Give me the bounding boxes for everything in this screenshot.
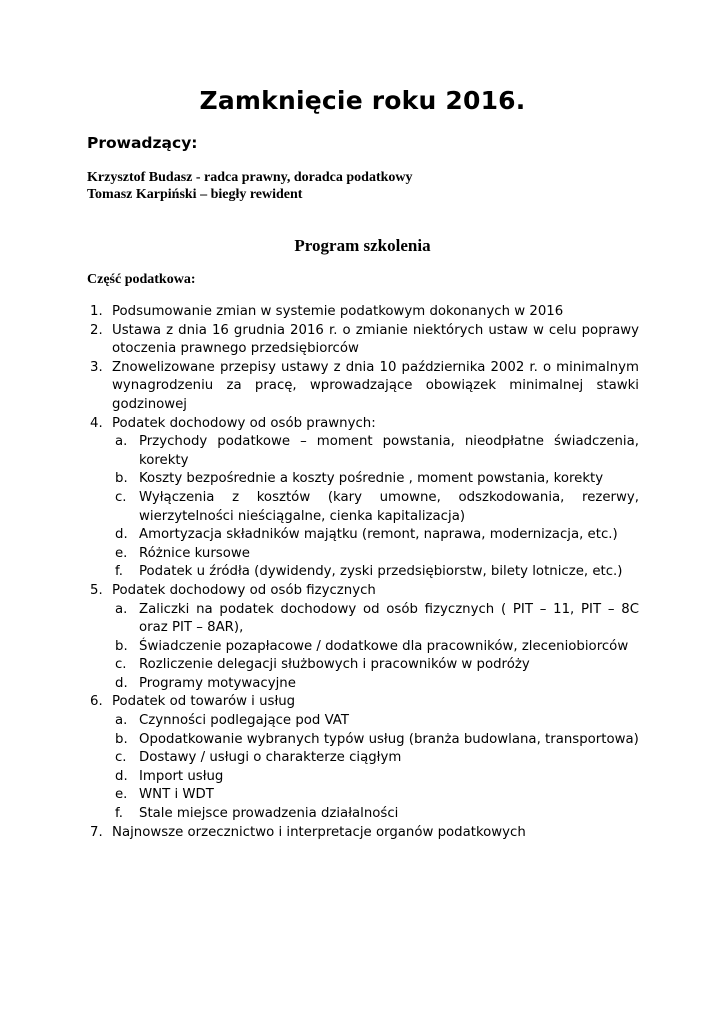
sub-list-item xyxy=(87,768,639,787)
program-list xyxy=(87,303,639,842)
sub-list-item xyxy=(87,638,639,657)
list-number: b. xyxy=(115,471,128,487)
list-number: 6. xyxy=(90,694,103,710)
list-item-text: Znowelizowane przepisy ustawy z dnia 10 października 2002 r. o minimalnym wynagrodzeniu za pracę, wprowadzające obowiązek minimalnej stawki godzinowej xyxy=(112,359,639,412)
list-item-text: Podatek dochodowy od osób fizycznych xyxy=(112,582,376,598)
sub-list-item xyxy=(87,731,639,750)
list-item xyxy=(87,322,639,359)
list-number: 4. xyxy=(90,415,103,431)
list-item-text: Zaliczki na podatek dochodowy od osób fizycznych ( PIT – 11, PIT – 8C oraz PIT – 8AR), xyxy=(139,601,639,636)
list-number: e. xyxy=(115,787,128,803)
sub-list-item xyxy=(87,601,639,638)
list-item-text: Podatek u źródła (dywidendy, zyski przedsiębiorstw, bilety lotnicze, etc.) xyxy=(139,564,623,580)
list-item-text: Import usług xyxy=(139,768,224,784)
list-number: e. xyxy=(115,545,128,561)
list-number: f. xyxy=(115,564,123,580)
section-label: Część podatkowa: xyxy=(87,272,196,287)
list-item-text: Opodatkowanie wybranych typów usług (branża budowlana, transportowa) xyxy=(139,731,639,747)
sub-list-item xyxy=(87,563,639,582)
sub-list-item xyxy=(87,545,639,564)
list-item-text: Ustawa z dnia 16 grudnia 2016 r. o zmianie niektórych ustaw w celu poprawy otoczenia prawnego przedsiębiorców xyxy=(112,322,639,357)
list-number: b. xyxy=(115,731,128,747)
list-item-text: Różnice kursowe xyxy=(139,545,250,561)
list-item xyxy=(87,824,639,843)
sub-list-item xyxy=(87,433,639,470)
list-item-text: Koszty bezpośrednie a koszty pośrednie , moment powstania, korekty xyxy=(139,471,604,487)
list-number: d. xyxy=(115,527,128,543)
presenters-heading: Prowadzący: xyxy=(87,134,198,152)
sub-list-item xyxy=(87,489,639,526)
list-item-text: Świadczenie pozapłacowe / dodatkowe dla pracowników, zleceniobiorców xyxy=(139,638,629,654)
list-item xyxy=(87,693,639,712)
list-item-text: Dostawy / usługi o charakterze ciągłym xyxy=(139,750,402,766)
list-number: 2. xyxy=(90,322,103,338)
list-item-text: Podatek od towarów i usług xyxy=(112,694,296,710)
sub-list-item xyxy=(87,656,639,675)
list-number: 1. xyxy=(90,304,103,319)
sub-list-item xyxy=(87,805,639,824)
list-number: d. xyxy=(115,675,128,691)
list-item xyxy=(87,415,639,434)
list-number: c. xyxy=(115,750,127,766)
list-number: 3. xyxy=(90,359,103,375)
program-title: Program szkolenia xyxy=(294,236,431,255)
list-item-text: Stale miejsce prowadzenia działalności xyxy=(139,806,399,822)
list-item xyxy=(87,359,639,415)
list-number: d. xyxy=(115,768,128,784)
list-item-text: Programy motywacyjne xyxy=(139,675,296,691)
list-number: a. xyxy=(115,434,128,450)
document-title: Zamknięcie roku 2016. xyxy=(199,86,526,115)
presenter-name: Krzysztof Budasz - radca prawny, doradca podatkowy xyxy=(87,170,413,185)
list-item-text: Podatek dochodowy od osób prawnych: xyxy=(112,415,376,431)
list-number: a. xyxy=(115,601,128,617)
sub-list-item xyxy=(87,786,639,805)
list-number: 5. xyxy=(90,582,103,598)
list-number: b. xyxy=(115,638,128,654)
list-number: c. xyxy=(115,657,127,673)
list-item-text: Podsumowanie zmian w systemie podatkowym dokonanych w 2016 xyxy=(112,304,564,319)
list-item-text: Czynności podlegające pod VAT xyxy=(139,713,349,729)
list-item-text: Amortyzacja składników majątku (remont, naprawa, modernizacja, etc.) xyxy=(139,527,618,543)
list-item-text: Rozliczenie delegacji służbowych i pracowników w podróży xyxy=(139,657,530,673)
list-item xyxy=(87,303,639,322)
sub-list-item xyxy=(87,712,639,731)
sub-list-item xyxy=(87,749,639,768)
sub-list-item xyxy=(87,526,639,545)
list-item-text: Przychody podatkowe – moment powstania, nieodpłatne świadczenia, korekty xyxy=(139,434,639,468)
list-item xyxy=(87,582,639,601)
list-item-text: WNT i WDT xyxy=(139,787,214,803)
list-number: 7. xyxy=(90,824,103,840)
list-item-text: Wyłączenia z kosztów (kary umowne, odszkodowania, rezerwy, wierzytelności nieściągalne, cienka kapitalizacja) xyxy=(139,489,639,524)
list-number: a. xyxy=(115,713,128,729)
list-number: f. xyxy=(115,806,123,822)
sub-list-item xyxy=(87,470,639,489)
list-item-text: Najnowsze orzecznictwo i interpretacje organów podatkowych xyxy=(112,824,526,840)
sub-list-item xyxy=(87,675,639,694)
presenter-name: Tomasz Karpiński – biegły rewident xyxy=(87,187,303,202)
list-number: c. xyxy=(115,489,127,505)
